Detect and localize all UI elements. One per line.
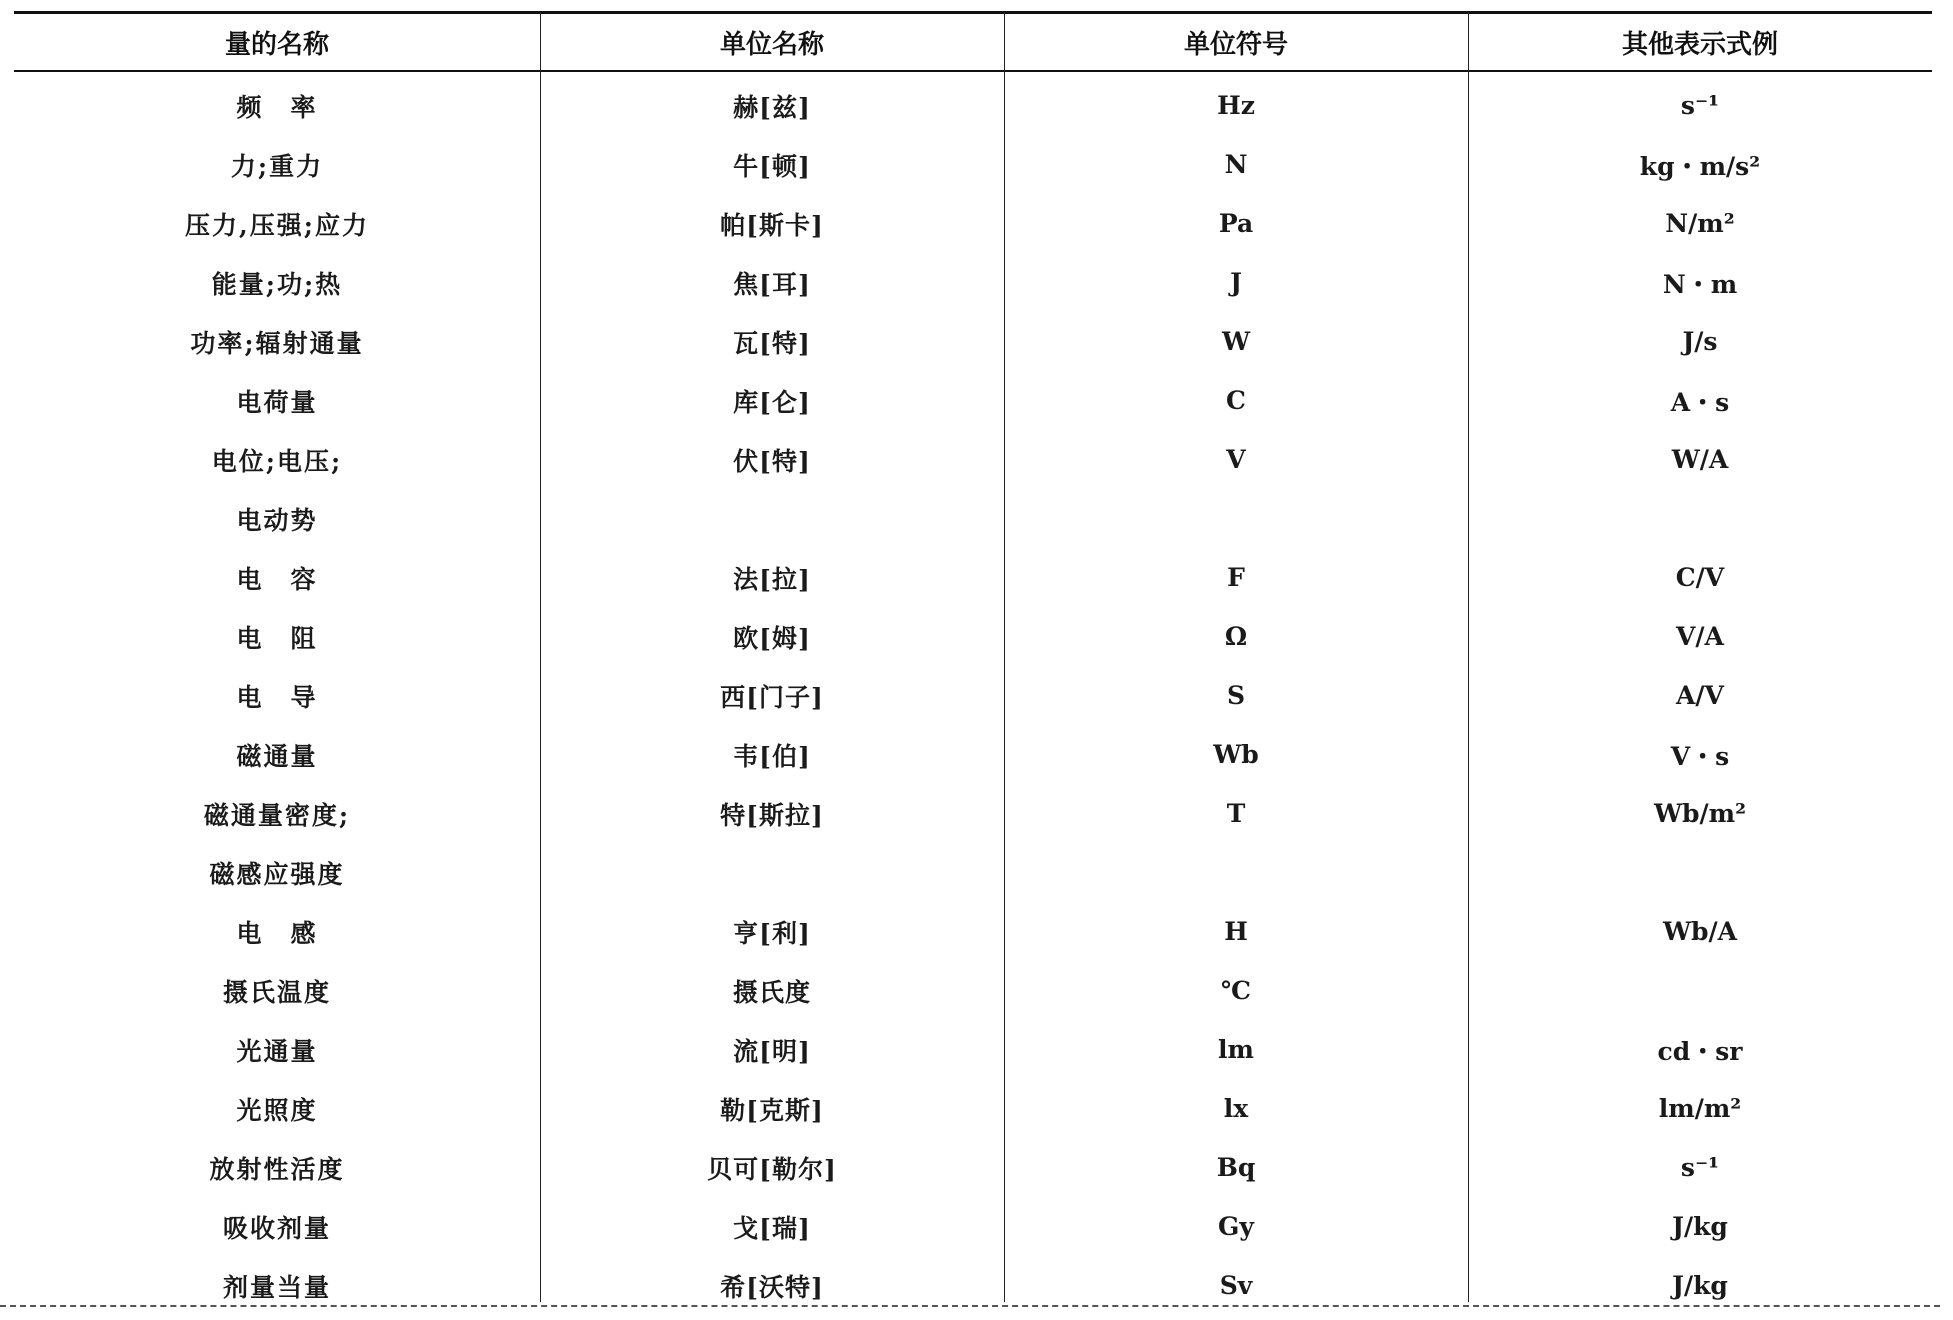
unit-name-cell: 贝可[勒尔] [707, 1154, 837, 1184]
expression-cell: J/kg [1672, 1271, 1728, 1300]
quantity-name-cell: 摄氏温度 [222, 977, 331, 1007]
quantity-name-cell: 功率;辐射通量 [190, 328, 364, 358]
unit-name-cell: 瓦[特] [733, 328, 811, 358]
unit-symbol-cell: Sv [1219, 1271, 1253, 1300]
unit-name-cell: 牛[顿] [733, 151, 811, 181]
unit-symbol-cell: Pa [1218, 209, 1254, 238]
quantity-name-cell: 能量;功;热 [211, 269, 343, 299]
table-row [14, 725, 1932, 784]
unit-name-cell: 帕[斯卡] [720, 210, 824, 240]
expression-cell [1468, 961, 1932, 1020]
unit-name-cell [540, 489, 1004, 548]
quantity-name-cell: 磁通量 [236, 741, 318, 771]
unit-symbol-cell: ℃ [1221, 976, 1251, 1005]
quantity-name-cell: 频 率 [236, 92, 318, 122]
unit-symbol-cell: Gy [1218, 1212, 1254, 1241]
table-row [14, 843, 1932, 902]
unit-name-cell: 韦[伯] [733, 741, 811, 771]
quantity-name-cell: 吸收剂量 [222, 1213, 331, 1243]
quantity-name-cell: 光通量 [236, 1036, 318, 1066]
table-row [14, 1256, 1932, 1315]
unit-name-cell: 焦[耳] [733, 269, 811, 299]
unit-symbol-cell [1004, 489, 1468, 548]
table-row [14, 1079, 1932, 1138]
quantity-name-cell: 放射性活度 [209, 1154, 345, 1184]
quantity-name-cell: 力;重力 [230, 151, 324, 181]
unit-name-cell: 特[斯拉] [720, 800, 824, 830]
unit-symbol-cell: S [1226, 681, 1246, 710]
quantity-name-cell: 磁感应强度 [209, 859, 345, 889]
table-row [14, 548, 1932, 607]
unit-name-cell: 勒[克斯] [720, 1095, 824, 1125]
unit-symbol-cell: Wb [1213, 740, 1259, 769]
expression-cell: lm/m² [1658, 1094, 1742, 1123]
quantity-name-cell: 电荷量 [236, 387, 318, 417]
unit-symbol-cell: Ω [1224, 622, 1248, 651]
unit-name-cell: 法[拉] [733, 564, 811, 594]
table-row [14, 1020, 1932, 1079]
unit-name-cell: 欧[姆] [733, 623, 811, 653]
table-row [14, 784, 1932, 843]
quantity-name-cell: 电 感 [236, 918, 318, 948]
header-quantity-name: 量的名称 [224, 29, 329, 60]
unit-name-cell: 库[仑] [733, 387, 811, 417]
quantity-name-cell: 剂量当量 [222, 1272, 331, 1302]
table-row [14, 607, 1932, 666]
table-row [14, 489, 1932, 548]
table-row [14, 666, 1932, 725]
unit-symbol-cell: V [1226, 445, 1246, 474]
unit-symbol-cell: Hz [1217, 91, 1255, 120]
expression-cell: J/kg [1672, 1212, 1728, 1241]
quantity-name-cell: 光照度 [236, 1095, 318, 1125]
table-header-rule [14, 70, 1932, 72]
quantity-name-cell: 压力,压强;应力 [185, 210, 369, 240]
unit-symbol-cell: lx [1223, 1094, 1249, 1123]
expression-cell: V・s [1670, 741, 1730, 771]
header-unit-name: 单位名称 [719, 29, 824, 60]
table-body [14, 76, 1932, 1315]
table-row [14, 902, 1932, 961]
unit-symbol-cell: T [1226, 799, 1246, 828]
expression-cell: N・m [1662, 269, 1738, 299]
unit-name-cell: 摄氏度 [732, 977, 811, 1007]
unit-symbol-cell: lm [1218, 1035, 1254, 1064]
table-row [14, 253, 1932, 312]
unit-name-cell: 流[明] [733, 1036, 811, 1066]
quantity-name-cell: 电动势 [236, 505, 318, 535]
expression-cell [1468, 489, 1932, 548]
table-row [14, 135, 1932, 194]
unit-name-cell: 西[门子] [720, 682, 824, 712]
unit-symbol-cell [1004, 843, 1468, 902]
table-header-row [14, 14, 1932, 70]
unit-name-cell: 伏[特] [733, 446, 811, 476]
table-row [14, 1197, 1932, 1256]
expression-cell: J/s [1682, 327, 1718, 356]
expression-cell: N/m² [1665, 209, 1735, 238]
table-row [14, 371, 1932, 430]
expression-cell: kg・m/s² [1639, 151, 1761, 181]
unit-name-cell: 赫[兹] [733, 92, 811, 122]
unit-symbol-cell: H [1224, 917, 1248, 946]
table-row [14, 76, 1932, 135]
table-row [14, 194, 1932, 253]
unit-name-cell: 希[沃特] [720, 1272, 824, 1302]
header-other-expression: 其他表示式例 [1621, 29, 1778, 60]
quantity-name-cell: 电位;电压; [211, 446, 343, 476]
quantity-name-cell: 电 容 [236, 564, 318, 594]
unit-name-cell [540, 843, 1004, 902]
expression-cell: V/A [1676, 622, 1724, 651]
quantity-name-cell: 电 阻 [236, 623, 318, 653]
expression-cell: W/A [1671, 445, 1729, 474]
expression-cell: Wb/m² [1653, 799, 1747, 828]
expression-cell: A・s [1670, 387, 1730, 417]
unit-symbol-cell: W [1221, 327, 1251, 356]
quantity-name-cell: 电 导 [236, 682, 318, 712]
expression-cell: s⁻¹ [1680, 91, 1720, 120]
table-row [14, 1138, 1932, 1197]
unit-symbol-cell: Bq [1216, 1153, 1256, 1182]
expression-cell: A/V [1676, 681, 1724, 710]
table-row [14, 961, 1932, 1020]
header-unit-symbol: 单位符号 [1183, 29, 1288, 60]
unit-symbol-cell: C [1226, 386, 1246, 415]
unit-symbol-cell: F [1227, 563, 1245, 592]
unit-symbol-cell: N [1224, 150, 1248, 179]
table-row [14, 430, 1932, 489]
table-row [14, 312, 1932, 371]
expression-cell: s⁻¹ [1680, 1153, 1720, 1182]
expression-cell: cd・sr [1657, 1036, 1743, 1066]
expression-cell: C/V [1675, 563, 1725, 592]
expression-cell [1468, 843, 1932, 902]
unit-name-cell: 亨[利] [733, 918, 811, 948]
quantity-name-cell: 磁通量密度; [203, 800, 351, 830]
unit-symbol-cell: J [1230, 268, 1242, 297]
unit-name-cell: 戈[瑞] [733, 1213, 811, 1243]
expression-cell: Wb/A [1662, 917, 1738, 946]
